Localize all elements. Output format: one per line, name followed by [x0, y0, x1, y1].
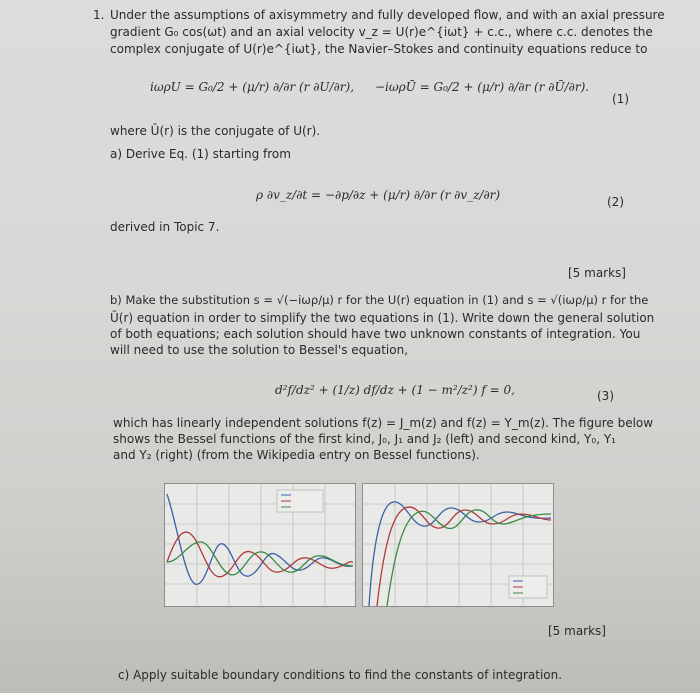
part-a-text: a) Derive Eq. (1) starting from: [110, 147, 291, 161]
bessel-line-2: shows the Bessel functions of the first kind, J₀, J₁ and J₂ (left) and second kind, Y₀, Y₁: [113, 432, 616, 446]
derived-text: derived in Topic 7.: [110, 220, 220, 234]
equation-1-right: −iωρŪ = G₀/2 + (μ/r) ∂/∂r (r ∂Ū/∂r).: [375, 80, 590, 94]
intro-line-2: gradient G₀ cos(ωt) and an axial velocity v_z = U(r)e^{iωt} + c.c., where c.c. denotes the: [110, 25, 653, 39]
equation-3-number: (3): [597, 389, 614, 403]
equation-3: d²f/dz² + (1/z) df/dz + (1 − m²/z²) f = 0,: [275, 383, 515, 397]
part-b-line-2: Ū(r) equation in order to simplify the two equations in (1). Write down the general solution: [110, 311, 655, 325]
bessel-line-1: which has linearly independent solutions f(z) = J_m(z) and f(z) = Y_m(z). The figure below: [113, 416, 654, 430]
equation-2-number: (2): [607, 195, 624, 209]
part-b-line-1: b) Make the substitution s = √(−iωρ/μ) r for the U(r) equation in (1) and s = √(iωρ/μ) r for the: [110, 293, 649, 307]
intro-line-3: complex conjugate of U(r)e^{iωt}, the Navier–Stokes and continuity equations reduce to: [110, 42, 648, 56]
part-b-line-4: will need to use the solution to Bessel's equation,: [110, 343, 409, 357]
where-text: where Ū(r) is the conjugate of U(r).: [110, 124, 321, 138]
part-b-line-3: of both equations; each solution should have two unknown constants of integration. You: [110, 327, 641, 341]
bessel-first-kind-plot: [164, 483, 356, 607]
equation-1-left: iωρU = G₀/2 + (μ/r) ∂/∂r (r ∂U/∂r),: [150, 80, 355, 94]
bessel-line-3: and Y₂ (right) (from the Wikipedia entry on Bessel functions).: [113, 448, 480, 462]
equation-1-number: (1): [612, 92, 629, 106]
part-c-text: c) Apply suitable boundary conditions to find the constants of integration.: [118, 668, 563, 682]
bessel-second-kind-plot: [362, 483, 554, 607]
equation-2: ρ ∂v_z/∂t = −∂p/∂z + (μ/r) ∂/∂r (r ∂v_z/∂r): [256, 188, 501, 202]
marks-a: [5 marks]: [568, 266, 626, 280]
question-number: 1.: [93, 8, 105, 22]
intro-line-1: Under the assumptions of axisymmetry and fully developed flow, and with an axial pressure: [110, 8, 665, 22]
marks-b: [5 marks]: [548, 624, 606, 638]
